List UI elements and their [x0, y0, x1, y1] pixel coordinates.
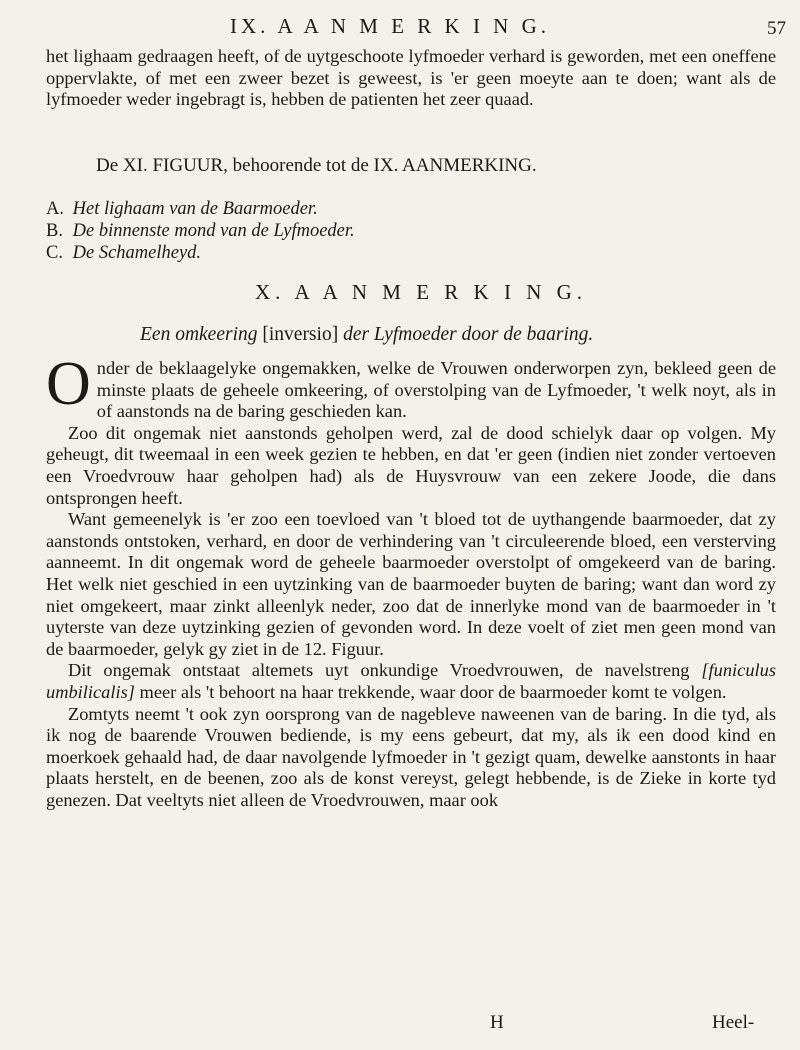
legend-text: Het lighaam van de Baarmoeder. [72, 199, 318, 219]
legend-text: De binnenste mond van de Lyfmoeder. [72, 221, 355, 241]
subtitle-part-1: Een omkeering [140, 324, 258, 345]
figure-legend [46, 198, 355, 264]
legend-item [46, 220, 355, 242]
paragraph-text: Dit ongemak ontstaat altemets uyt onkundige Vroedvrouwen, de navelstreng [68, 660, 690, 681]
subtitle-part-2: der Lyfmoeder door de baaring. [343, 324, 594, 345]
legend-text: De Schamelheyd. [72, 243, 202, 263]
paragraph: Zomtyts neemt 't ook zyn oorsprong van de nagebleve naweenen van de baring. In die tyd, als ik nog de baarende Vrouwen bediende, is my eens gebeurt, dat my, als ik een dood kind en moerkoek gehaald had, de daar navolgende lyfmoeder in 't gezigt quam, dewelke aanstonts in haar plaats herstelt, en de beenen, zoo als de konst vereyst, gelegt hebbende, is de Zieke in korte tyd genezen. Dat veeltyts niet alleen de Vroedvrouwen, maar ook [46, 703, 776, 810]
latin-term: [funiculus umbilicalis] [46, 660, 776, 702]
legend-item [46, 242, 355, 264]
main-text [46, 350, 776, 811]
legend-letter: B. [46, 221, 63, 241]
section-heading: X. A A N M E R K I N G. [255, 280, 588, 304]
paragraph [46, 660, 776, 703]
signature-mark: H [490, 1012, 504, 1033]
legend-item [46, 198, 355, 220]
legend-letter: A. [46, 199, 64, 219]
header-title: IX. A A N M E R K I N G. [230, 14, 551, 38]
paragraph: Want gemeenelyk is 'er zoo een toevloed van 't bloed tot de uythangende baarmoeder, dat zy aanstonds ontstoken, verhard, en door de verhindering van 't circuleerende bloed, een versterving aanneemt. In dit ongemak word de geheele baarmoeder overstolpt of omgekeerd van de baring. Het welk niet geschied in een uytzinking van de baarmoeder buyten de baring; want dan word zy niet omgekeert, maar zinkt alleenlyk neder, zoo dat de innerlyke mond van de baarmoeder in 't uyterste van deze uytzinking gezien of gevonden word. In deze voelt of ziet men geen mond van de baarmoeder, gelyk gy ziet in de 12. Figuur. [46, 509, 776, 659]
catchword: Heel- [712, 1012, 755, 1033]
legend-letter: C. [46, 243, 63, 263]
subtitle-latin-term: [inversio] [262, 324, 339, 345]
paragraph-text: meer als 't behoort na haar trekkende, waar door de baarmoeder komt te volgen. [139, 681, 727, 702]
continued-paragraph: het lighaam gedraagen heeft, of de uytgeschoote lyfmoeder verhard is geworden, met een oneffene oppervlakte, of met een zweer bezet is geweest, is 'er geen moeyte aan te doen; want als de lyfmoeder weder ingebragt is, hebben de patienten het zeer quaad. [46, 46, 776, 110]
figure-heading: De XI. FIGUUR, behoorende tot de IX. AANMERKING. [96, 155, 537, 176]
running-header [230, 14, 786, 39]
paragraph: nder de beklaagelyke ongemakken, welke de Vrouwen onderworpen zyn, bekleed geen de minste plaats de geheele omkeering, of overstolping van de Lyfmoeder, 't welk noyt, als in of aanstonds na de baring geschieden kan. [96, 358, 776, 422]
section-subtitle [140, 324, 593, 346]
page-number: 57 [767, 18, 786, 39]
drop-cap: O [46, 350, 91, 418]
paragraph: Zoo dit ongemak niet aanstonds geholpen werd, zal de dood schielyk daar op volgen. My geheugt, dit tweemaal in een week gezien te hebben, en dat 'er geen (indien niet zonder vertoeven een Vroedvrouw haar geholpen had) als de Huysvrouw van een zekere Joode, die dans ontsprongen heeft. [46, 422, 776, 508]
